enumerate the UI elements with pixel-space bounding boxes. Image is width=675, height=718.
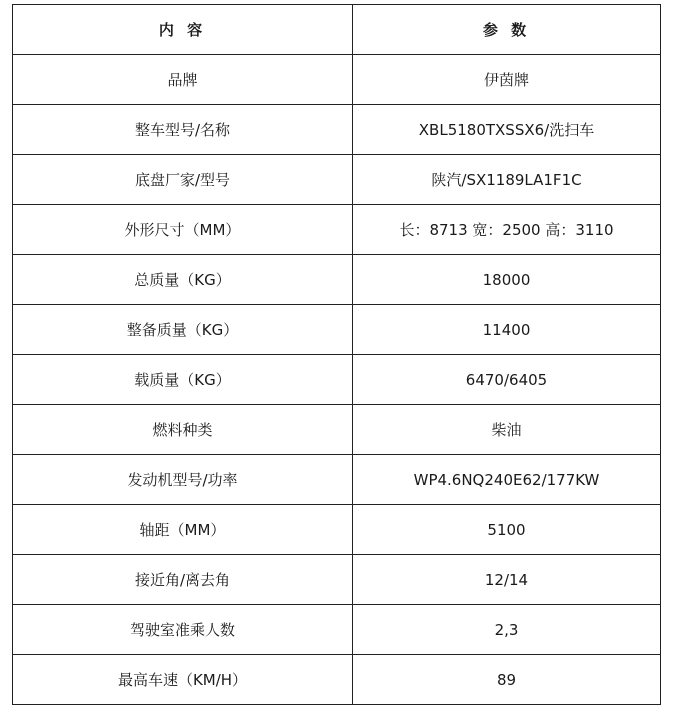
row-value: WP4.6NQ240E62/177KW xyxy=(353,455,661,505)
row-label: 整车型号/名称 xyxy=(13,105,353,155)
spec-table xyxy=(12,4,661,705)
row-label: 接近角/离去角 xyxy=(13,555,353,605)
table-header-row xyxy=(13,5,661,55)
row-value: 陕汽/SX1189LA1F1C xyxy=(353,155,661,205)
table-row xyxy=(13,555,661,605)
row-label: 载质量（KG） xyxy=(13,355,353,405)
table-row xyxy=(13,505,661,555)
row-value: 89 xyxy=(353,655,661,705)
header-parameter: 参 数 xyxy=(353,5,661,55)
table-row xyxy=(13,255,661,305)
row-value: XBL5180TXSSX6/洗扫车 xyxy=(353,105,661,155)
row-value: 长：8713 宽：2500 高：3110 xyxy=(353,205,661,255)
table-row xyxy=(13,55,661,105)
table-row xyxy=(13,305,661,355)
row-value: 2,3 xyxy=(353,605,661,655)
header-content: 内 容 xyxy=(13,5,353,55)
row-label: 驾驶室准乘人数 xyxy=(13,605,353,655)
row-label: 发动机型号/功率 xyxy=(13,455,353,505)
row-label: 轴距（MM） xyxy=(13,505,353,555)
row-value: 18000 xyxy=(353,255,661,305)
table-row xyxy=(13,155,661,205)
row-label: 燃料种类 xyxy=(13,405,353,455)
table-row xyxy=(13,355,661,405)
row-value: 5100 xyxy=(353,505,661,555)
table-row xyxy=(13,205,661,255)
table-row xyxy=(13,605,661,655)
table-row xyxy=(13,405,661,455)
row-value: 伊茵牌 xyxy=(353,55,661,105)
row-value: 12/14 xyxy=(353,555,661,605)
table-row xyxy=(13,655,661,705)
row-value: 6470/6405 xyxy=(353,355,661,405)
row-value: 柴油 xyxy=(353,405,661,455)
row-label: 外形尺寸（MM） xyxy=(13,205,353,255)
row-label: 最高车速（KM/H） xyxy=(13,655,353,705)
table-row xyxy=(13,105,661,155)
row-label: 整备质量（KG） xyxy=(13,305,353,355)
row-label: 总质量（KG） xyxy=(13,255,353,305)
table-row xyxy=(13,455,661,505)
row-value: 11400 xyxy=(353,305,661,355)
row-label: 品牌 xyxy=(13,55,353,105)
row-label: 底盘厂家/型号 xyxy=(13,155,353,205)
